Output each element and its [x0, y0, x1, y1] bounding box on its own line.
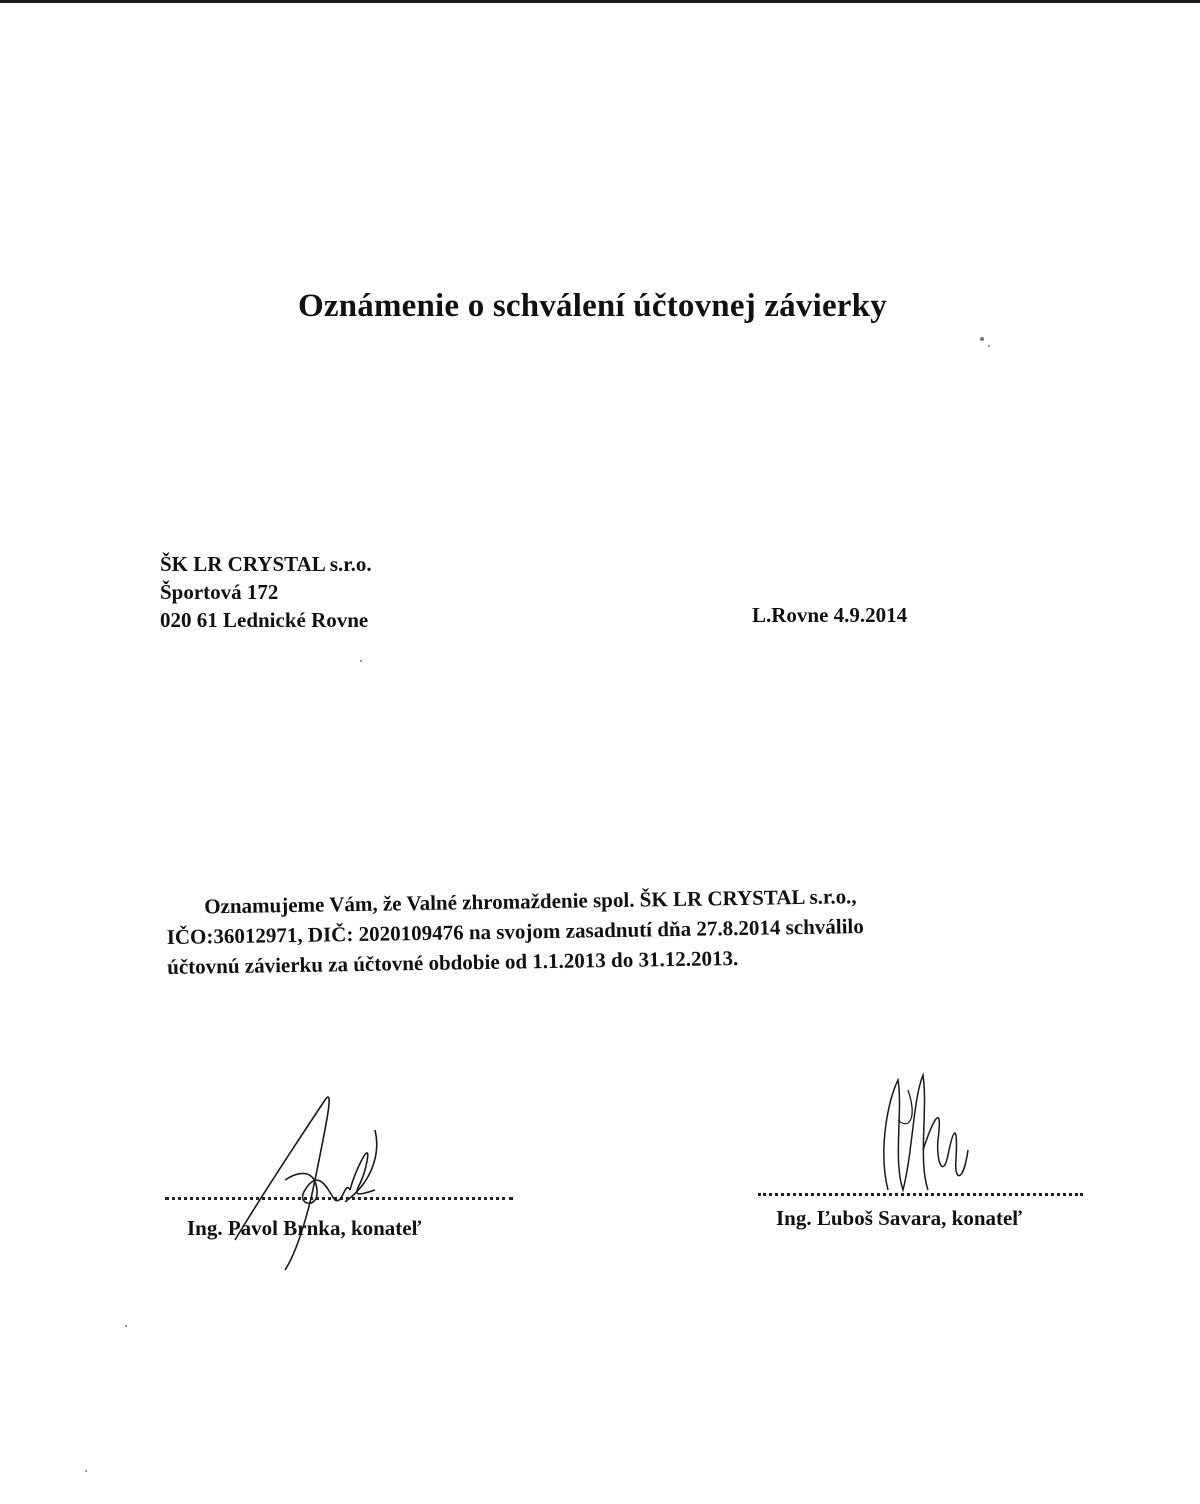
signatory-left-name: Ing. Pavol Brnka, konateľ — [187, 1216, 422, 1240]
signature-line-left — [165, 1197, 513, 1200]
body-line-1: Oznamujeme Vám, že Valné zhromaždenie spol. ŠK LR CRYSTAL s.r.o., — [204, 884, 857, 919]
scan-top-edge — [0, 0, 1200, 3]
signatory-right-name: Ing. Ľuboš Savara, konateľ — [776, 1206, 1023, 1230]
scan-speck — [360, 660, 362, 662]
signature-right-scribble — [868, 1060, 988, 1210]
scan-speck — [988, 345, 990, 347]
body-line-3: účtovnú závierku za účtovné obdobie od 1.1.2013 do 31.12.2013. — [166, 946, 739, 979]
scan-speck — [125, 1325, 127, 1327]
signature-block-left — [165, 1070, 515, 1250]
body-line-2: IČO:36012971, DIČ: 2020109476 na svojom zasadnutí dňa 27.8.2014 schválilo — [166, 914, 864, 949]
place-and-date: L.Rovne 4.9.2014 — [752, 603, 908, 627]
signature-block-right — [758, 1060, 1088, 1240]
body-paragraph — [166, 881, 864, 982]
sender-address — [160, 550, 372, 634]
scan-speck — [85, 1470, 87, 1472]
sender-company: ŠK LR CRYSTAL s.r.o. — [160, 552, 372, 576]
signature-line-right — [758, 1193, 1083, 1196]
sender-street: Športová 172 — [160, 580, 279, 604]
sender-city: 020 61 Lednické Rovne — [160, 608, 369, 632]
document-title: Oznámenie o schválení účtovnej závierky — [298, 288, 887, 324]
scan-speck — [980, 337, 984, 341]
